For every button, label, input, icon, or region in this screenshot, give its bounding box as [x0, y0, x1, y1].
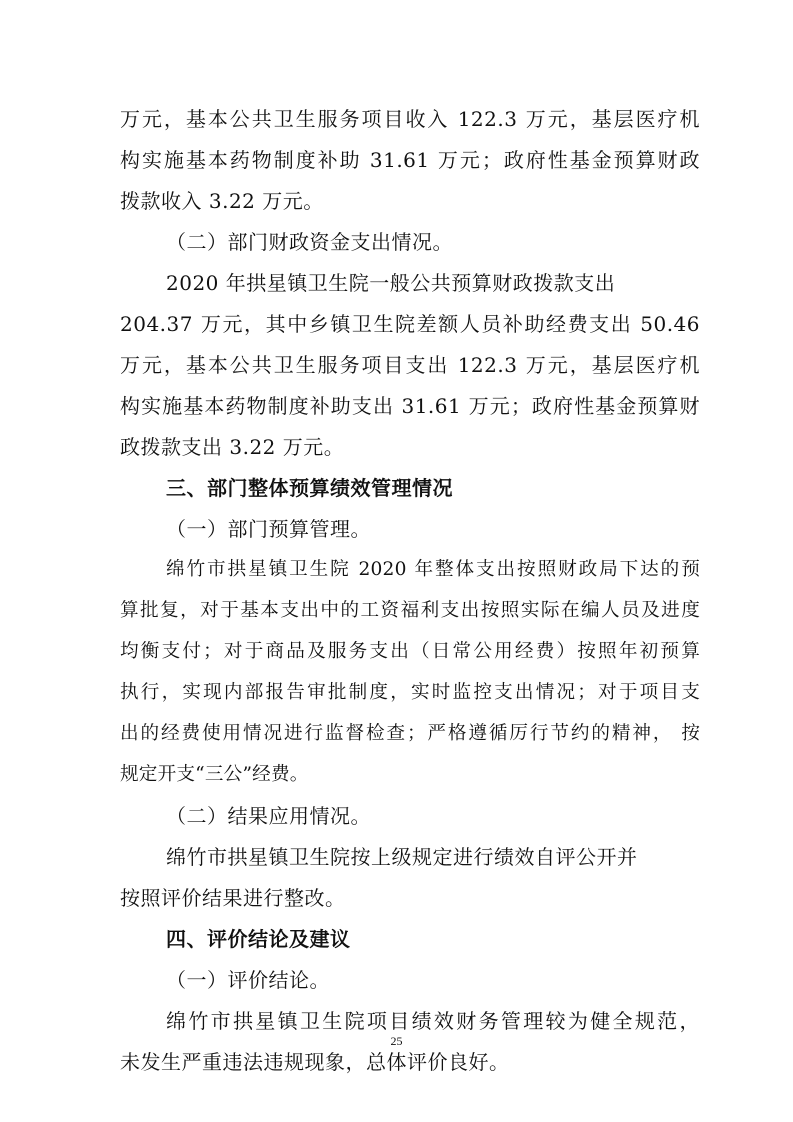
subheading-dept-funds-expenditure: （二）部门财政资金支出情况。	[166, 230, 453, 254]
subheading-result-application: （二）结果应用情况。	[166, 804, 371, 828]
page-number: 25	[390, 1034, 403, 1048]
paragraph-line: 算批复，对于基本支出中的工资福利支出按照实际在编人员及进度	[120, 600, 700, 621]
paragraph-line: 绵竹市拱星镇卫生院项目绩效财务管理较为健全规范，	[166, 1009, 700, 1033]
paragraph-line: 万元，基本公共卫生服务项目收入 122.3 万元，基层医疗机	[120, 107, 700, 131]
subheading-evaluation-conclusion: （一）评价结论。	[166, 968, 330, 992]
section-heading-4: 四、评价结论及建议	[166, 927, 351, 951]
subheading-dept-budget-management: （一）部门预算管理。	[166, 517, 371, 541]
paragraph-line: 构实施基本药物制度补助 31.61 万元；政府性基金预算财政	[120, 148, 700, 172]
paragraph-line: 万元，基本公共卫生服务项目支出 122.3 万元，基层医疗机	[120, 353, 700, 377]
paragraph-line: 政拨款支出 3.22 万元。	[120, 435, 345, 459]
paragraph-line: 构实施基本药物制度补助支出 31.61 万元；政府性基金预算财	[120, 394, 700, 418]
paragraph-line: 204.37 万元，其中乡镇卫生院差额人员补助经费支出 50.46	[120, 312, 700, 336]
paragraph-line: 2020 年拱星镇卫生院一般公共预算财政拨款支出	[166, 271, 616, 295]
section-heading-3: 三、部门整体预算绩效管理情况	[166, 476, 453, 500]
paragraph-line: 规定开支“三公”经费。	[120, 764, 309, 785]
paragraph-line: 绵竹市拱星镇卫生院 2020 年整体支出按照财政局下达的预	[166, 559, 700, 580]
paragraph-line: 执行，实现内部报告审批制度，实时监控支出情况；对于项目支	[120, 682, 700, 703]
paragraph-line: 均衡支付；对于商品及服务支出（日常公用经费）按照年初预算	[120, 641, 700, 662]
paragraph-line: 未发生严重违法违规现象，总体评价良好。	[120, 1050, 510, 1074]
paragraph-line: 拨款收入 3.22 万元。	[120, 189, 324, 213]
paragraph-line: 绵竹市拱星镇卫生院按上级规定进行绩效自评公开并	[166, 845, 638, 869]
paragraph-line: 按照评价结果进行整改。	[120, 886, 346, 910]
paragraph-line: 出的经费使用情况进行监督检查；严格遵循厉行节约的精神， 按	[120, 723, 700, 744]
